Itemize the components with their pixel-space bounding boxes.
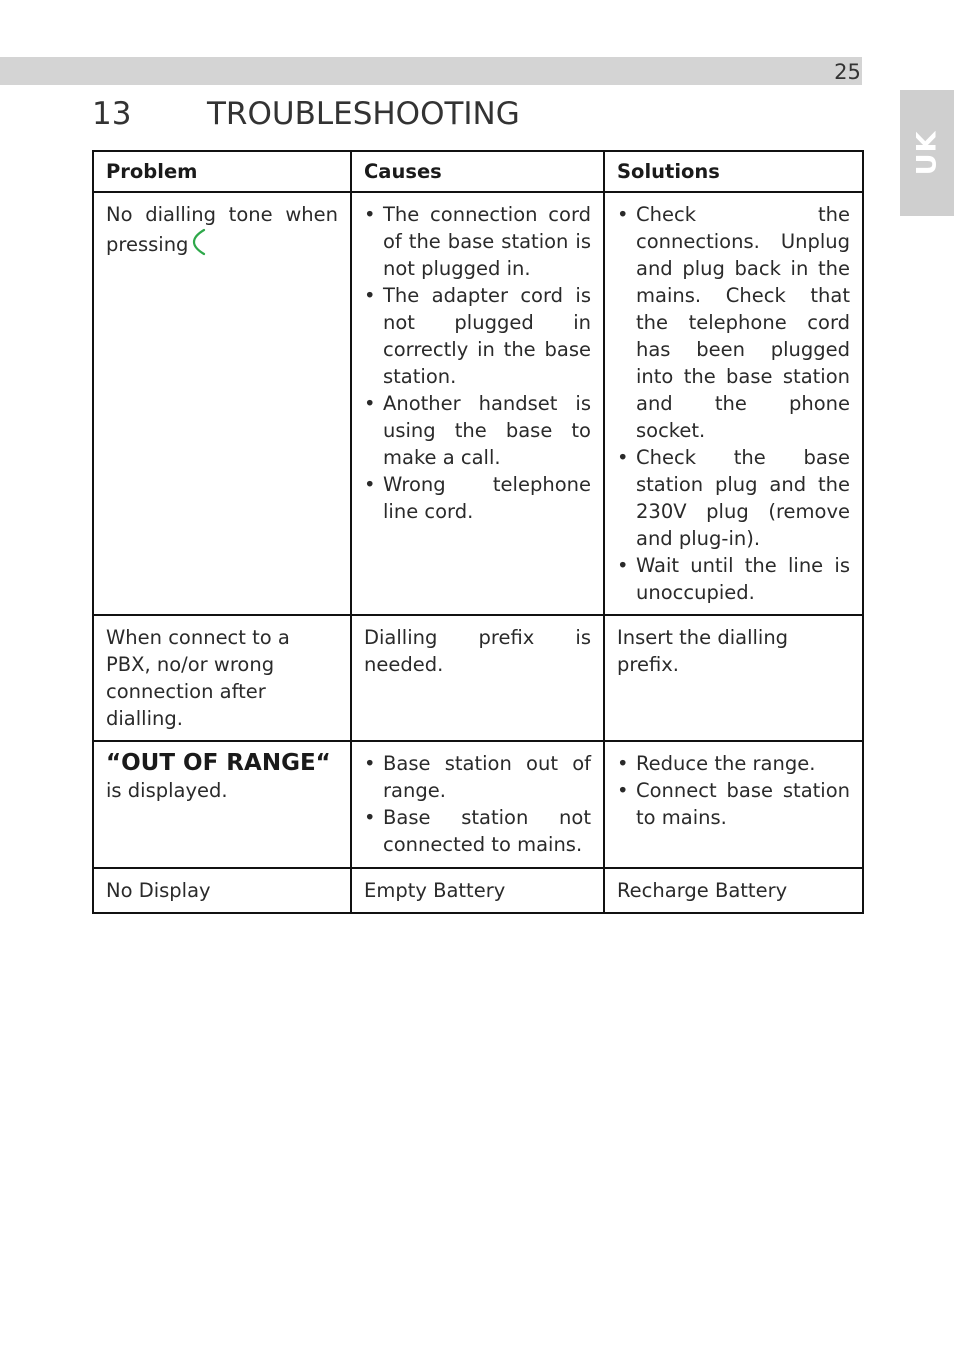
list-item: • The adapter cord is not plugged in correctly in the base station.: [364, 282, 591, 390]
section-title: TROUBLESHOOTING: [207, 96, 520, 132]
section-number: 13: [92, 96, 132, 132]
troubleshooting-table: [92, 150, 864, 914]
page-number: 25: [834, 60, 861, 84]
list-item: • Check the connections. Unplug and plug back in the mains. Check that the telephone cord has been plugged into the base station and the phone socket.: [617, 201, 850, 444]
problem-cell: [93, 192, 351, 615]
solutions-list: [617, 750, 850, 831]
causes-cell: Dialling prefix is needed.: [351, 615, 604, 741]
problem-cell: No Display: [93, 868, 351, 913]
list-item: • The connection cord of the base station is not plugged in.: [364, 201, 591, 282]
solutions-cell: Insert the dialling prefix.: [604, 615, 863, 741]
table-row: [93, 868, 863, 913]
language-tab: [900, 90, 954, 216]
solutions-list: [617, 201, 850, 606]
talk-key-icon: [191, 228, 207, 263]
language-tab-label: UK: [911, 130, 943, 176]
causes-cell: Empty Battery: [351, 868, 604, 913]
table-row: [93, 741, 863, 868]
problem-text: No dialling tone when pressing: [106, 203, 338, 256]
list-item: • Check the base station plug and the 230V plug (remove and plug-in).: [617, 444, 850, 552]
list-item: • Connect base station to mains.: [617, 777, 850, 831]
table-header-row: [93, 151, 863, 192]
solutions-cell: Recharge Battery: [604, 868, 863, 913]
solutions-cell: [604, 192, 863, 615]
list-item: • Reduce the range.: [617, 750, 850, 777]
list-item: • Base station out of range.: [364, 750, 591, 804]
header-problem: Problem: [93, 151, 351, 192]
table-row: [93, 192, 863, 615]
header-solutions: Solutions: [604, 151, 863, 192]
problem-cell: When connect to a PBX, no/or wrong connection after dialling.: [93, 615, 351, 741]
causes-list: [364, 201, 591, 525]
out-of-range-label: “OUT OF RANGE“: [106, 750, 331, 776]
problem-cell: [93, 741, 351, 868]
list-item: • Wrong telephone line cord.: [364, 471, 591, 525]
header-causes: Causes: [351, 151, 604, 192]
causes-cell: [351, 192, 604, 615]
table-row: [93, 615, 863, 741]
solutions-cell: [604, 741, 863, 868]
causes-list: [364, 750, 591, 858]
list-item: • Wait until the line is unoccupied.: [617, 552, 850, 606]
header-bar: [0, 57, 862, 85]
list-item: • Another handset is using the base to make a call.: [364, 390, 591, 471]
list-item: • Base station not connected to mains.: [364, 804, 591, 858]
problem-text: is displayed.: [106, 779, 228, 802]
causes-cell: [351, 741, 604, 868]
